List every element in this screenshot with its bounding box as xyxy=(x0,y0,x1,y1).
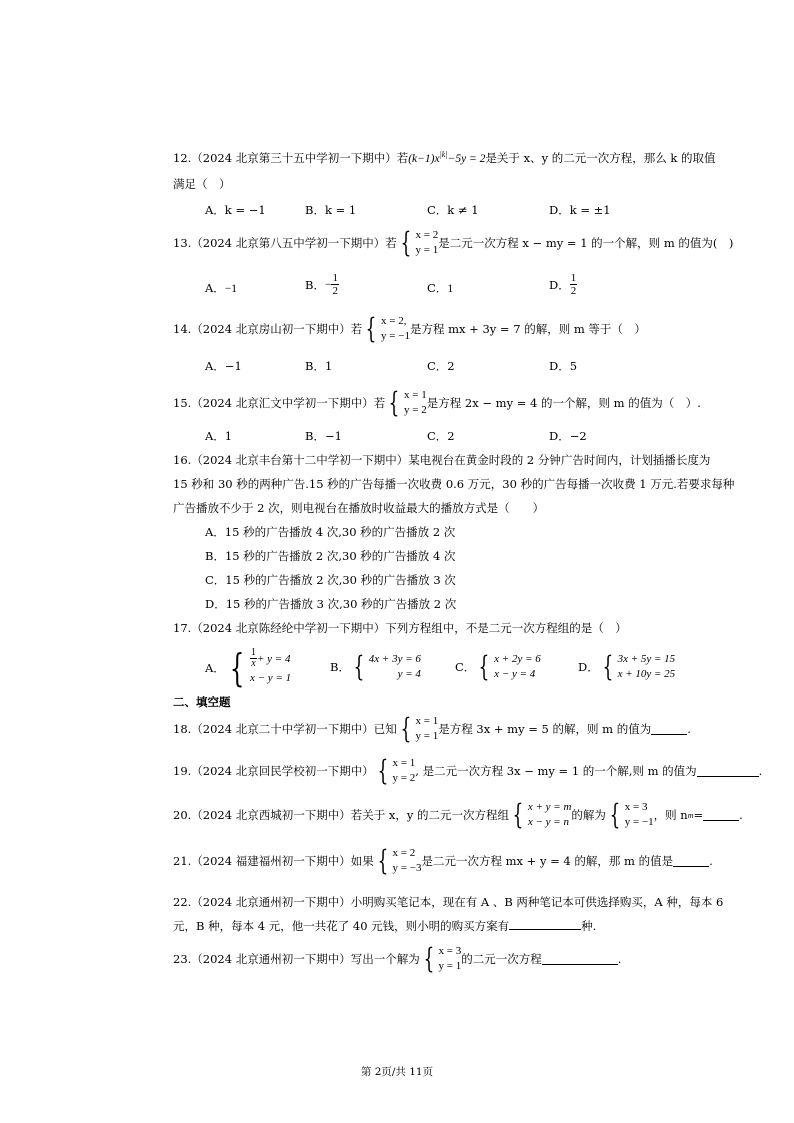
question-13: 13. （2024 北京第八五中学初一下期中）若 { x = 2 y = 1 是二元一次方程 x − my = 1 的一个解，则 m 的值为( ) xyxy=(173,226,734,259)
question-17: 17.（2024 北京陈经纶中学初一下期中）下列方程组中，不是二元一次方程组的是（ ） xyxy=(173,621,627,635)
question-16-line3: 广告播放不少于 2 次，则电视台在播放时收益最大的播放方式是（ ） xyxy=(173,501,545,515)
option-b: B．15 秒的广告播放 2 次,30 秒的广告播放 4 次 xyxy=(205,549,456,563)
question-15: 15. （2024 北京汇文中学初一下期中）若 { x = 1 y = 2 是方程 2x − my = 4 的一个解，则 m 的值为（ ）. xyxy=(173,386,701,419)
option-c: C．2 xyxy=(427,429,455,443)
question-18: 18.（2024 北京二十中学初一下期中）已知 { x = 1 y = 1 是方程 3x + my = 5 的解，则 m 的值为 . xyxy=(173,712,691,745)
question-12-line2: 满足（ ） xyxy=(173,177,231,191)
question-22-line2: 元，B 种，每本 4 元，他一共花了 40 元钱，则小明的购买方案有 种. xyxy=(173,919,597,933)
equation-system: { x = 1 y = 2 xyxy=(388,386,427,419)
section-heading: 二、填空题 xyxy=(173,695,231,709)
option-a: A．k = −1 xyxy=(205,203,266,217)
option-d: D． $\frac{1}{2}$ xyxy=(549,272,577,297)
option-d: D．k = ±1 xyxy=(549,203,611,217)
page-footer: 第 2页/共 11页 xyxy=(360,1066,434,1078)
question-16-line2: 15 秒和 30 秒的两种广告.15 秒的广告每播一次收费 0.6 万元，30 秒的广告每播一次收费 1 万元.若要求每种 xyxy=(173,477,735,491)
equation-system: { x = 2, y = −1 xyxy=(365,312,410,345)
question-21: 21.（2024 福建福州初一下期中）如果 { x = 2 y = −3 是二元一次方程 mx + y = 4 的解，那 m 的值是 . xyxy=(173,844,713,877)
answer-blank[interactable] xyxy=(542,954,618,965)
option-c: C．2 xyxy=(427,359,455,373)
option-d: D．5 xyxy=(549,359,578,373)
option-c: C．1 xyxy=(427,281,454,295)
option-d: D．−2 xyxy=(549,429,587,443)
question-14: 14. （2024 北京房山初一下期中）若 { x = 2, y = −1 是方程 mx + 3y = 7 的解，则 m 等于（ ） xyxy=(173,312,646,345)
option-b: B．−1 xyxy=(305,429,342,443)
option-d: D． { 3x + 5y = 15 x + 10y = 25 xyxy=(578,650,676,683)
option-c: C．k ≠ 1 xyxy=(427,203,479,217)
option-b: B．1 xyxy=(305,359,333,373)
option-a: A． { $\frac{1}{x}$ + y = 4 x − y = 1 xyxy=(205,645,292,690)
option-a: A．1 xyxy=(205,429,233,443)
option-d: D．15 秒的广告播放 3 次,30 秒的广告播放 2 次 xyxy=(205,597,457,611)
option-b: B． − $\frac{1}{2}$ xyxy=(305,272,338,297)
question-16-line1: 16.（2024 北京丰台第十二中学初一下期中）某电视台在黄金时段的 2 分钟广告时间内，计划插播长度为 xyxy=(173,453,711,467)
question-12: 12.（2024 北京第三十五中学初一下期中）若$(k-1)x^{|k|}-5y = 2$是关于 x、y 的二元一次方程，那么 k 的取值 xyxy=(173,150,716,165)
option-b: B． { 4x + 3y = 6 y = 4 xyxy=(330,650,421,683)
option-a: A．15 秒的广告播放 4 次,30 秒的广告播放 2 次 xyxy=(205,525,456,539)
option-a: A．−1 xyxy=(205,281,238,295)
answer-blank[interactable] xyxy=(651,724,687,735)
answer-blank[interactable] xyxy=(697,766,759,777)
answer-blank[interactable] xyxy=(703,810,739,821)
question-20: 20.（2024 北京西城初一下期中）若关于 x，y 的二元一次方程组 { x + y = m x − y = n 的解为 { x = 3 y = −1 ，则 n m = . xyxy=(173,798,743,831)
option-b: B．k = 1 xyxy=(305,203,357,217)
equation-system: { x = 2 y = 1 xyxy=(400,226,439,259)
option-c: C． { x + 2y = 6 x − y = 4 xyxy=(455,650,541,683)
question-19: 19.（2024 北京回民学校初一下期中） { x = 1 y = 2 , 是二元一次方程 3x − my = 1 的一个解,则 m 的值为 . xyxy=(173,754,763,787)
option-a: A．−1 xyxy=(205,359,242,373)
answer-blank[interactable] xyxy=(673,856,709,867)
question-22-line1: 22.（2024 北京通州初一下期中）小明购买笔记本，现在有 A 、B 两种笔记本可供选择购买，A 种，每本 6 xyxy=(173,895,724,909)
question-23: 23.（2024 北京通州初一下期中）写出一个解为 { x = 3 y = 1 的二元一次方程 . xyxy=(173,942,622,975)
option-c: C．15 秒的广告播放 2 次,30 秒的广告播放 3 次 xyxy=(205,573,456,587)
answer-blank[interactable] xyxy=(509,919,581,930)
